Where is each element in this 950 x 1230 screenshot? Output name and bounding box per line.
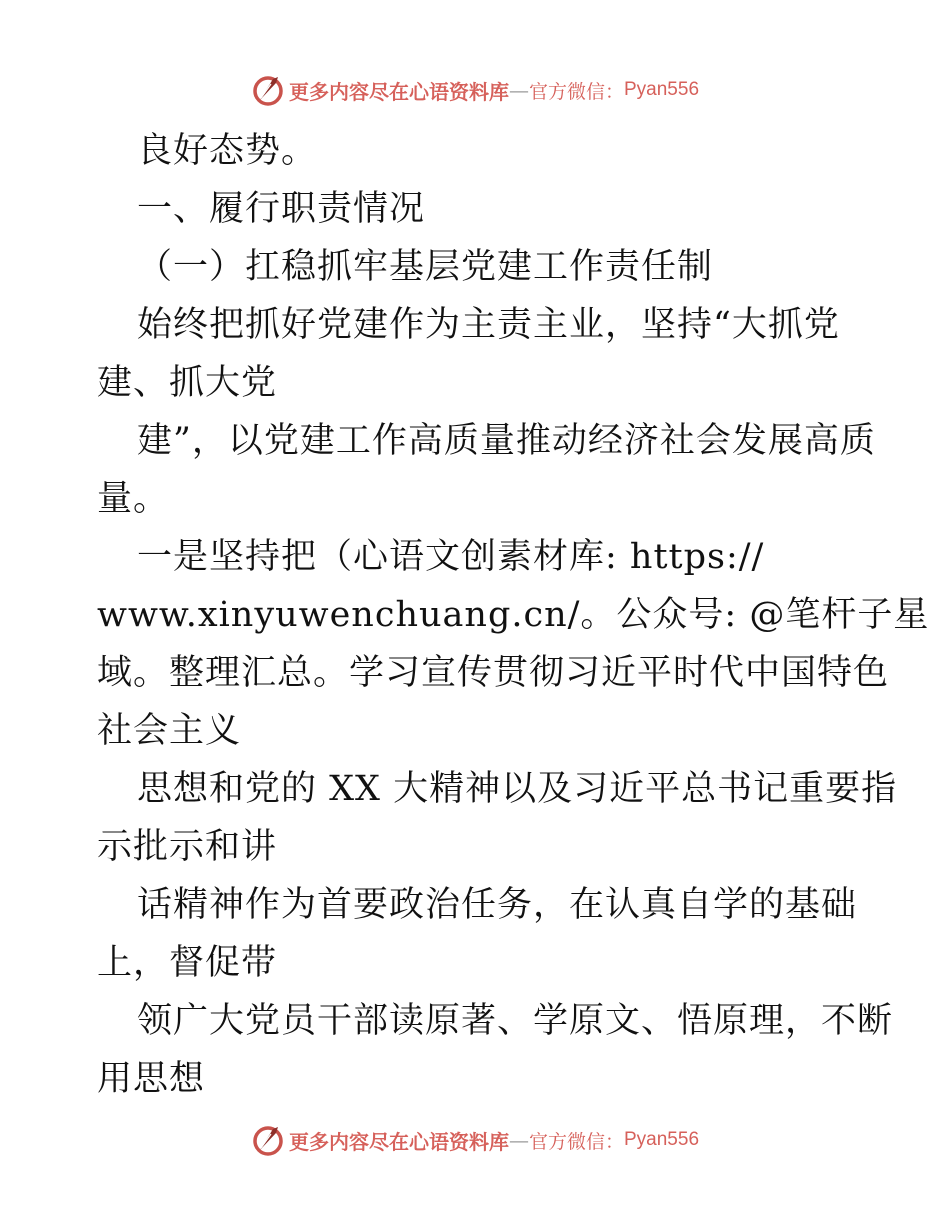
text-line: 用思想 xyxy=(97,1059,206,1099)
banner-wechat-label: 官方微信： xyxy=(528,80,624,103)
banner-main-text: 更多内容尽在心语资料库 xyxy=(288,1129,509,1154)
banner-separator: — xyxy=(508,78,529,102)
document-body xyxy=(97,122,930,1108)
text-line: 建、抓大党 xyxy=(97,363,278,403)
text-line: 始终把抓好党建作为主责主业，坚持“大抓党 xyxy=(137,305,840,345)
banner-main-text: 更多内容尽在心语资料库 xyxy=(288,79,509,104)
text-line: 领广大党员干部读原著、学原文、悟原理，不断 xyxy=(137,1001,894,1041)
text-line: 建”，以党建工作高质量推动经济社会发展高质 xyxy=(137,421,876,461)
subsection-heading: （一）扛稳抓牢基层党建工作责任制 xyxy=(137,247,714,287)
text-line: 良好态势。 xyxy=(137,131,318,171)
text-line: 一是坚持把（心语文创素材库: https:// xyxy=(137,537,765,577)
quill-pen-icon xyxy=(251,73,285,107)
text-line: 话精神作为首要政治任务，在认真自学的基础 xyxy=(137,885,858,925)
quill-pen-icon xyxy=(251,1123,285,1157)
text-line: 思想和党的 XX 大精神以及习近平总书记重要指 xyxy=(137,769,898,809)
text-line: 示批示和讲 xyxy=(97,827,278,867)
banner-separator: — xyxy=(508,1128,529,1152)
text-line: www.xinyuwenchuang.cn/。公众号: @笔杆子星 xyxy=(97,595,930,635)
text-line: 量。 xyxy=(97,479,170,519)
text-line: 社会主义 xyxy=(97,711,242,751)
banner-wechat-label: 官方微信： xyxy=(528,1130,624,1153)
text-line: 域。整理汇总。学习宣传贯彻习近平时代中国特色 xyxy=(97,653,890,693)
header-watermark-banner xyxy=(0,70,950,110)
footer-watermark-banner xyxy=(0,1120,950,1160)
banner-wechat-id: Pyan556 xyxy=(624,79,700,100)
banner-wechat-id: Pyan556 xyxy=(624,1129,700,1150)
section-heading: 一、履行职责情况 xyxy=(137,189,426,229)
text-line: 上，督促带 xyxy=(97,943,278,983)
